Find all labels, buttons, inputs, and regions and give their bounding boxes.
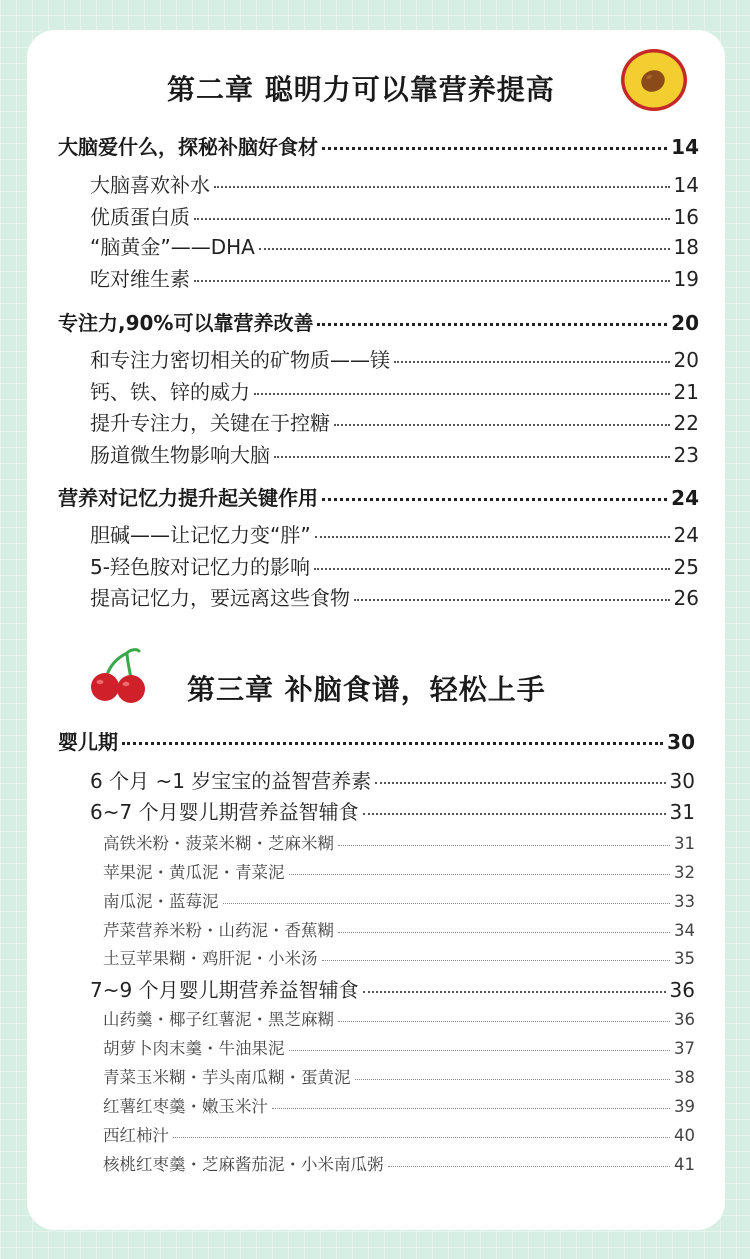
chapter3-title: 第三章 补脑食谱，轻松上手 (187, 673, 546, 706)
dot-leader (363, 813, 666, 815)
toc-subitem[interactable] (103, 1006, 695, 1030)
subitem-page: 31 (674, 834, 695, 853)
item-title: “脑黄金”——DHA (90, 235, 255, 259)
subitem-title: 南瓜泥・蓝莓泥 (103, 892, 219, 911)
section-title: 专注力,90%可以靠营养改善 (58, 311, 314, 335)
dot-leader (338, 1021, 670, 1022)
item-title: 提高记忆力，要远离这些食物 (90, 586, 350, 610)
item-title: 7~9 个月婴儿期营养益智辅食 (90, 978, 359, 1002)
dot-leader (223, 903, 671, 904)
toc-subitem[interactable] (103, 1035, 695, 1059)
subitem-page: 35 (674, 949, 695, 968)
toc-item[interactable] (90, 551, 699, 580)
item-page: 22 (673, 411, 699, 435)
item-title: 提升专注力，关键在于控糖 (90, 411, 330, 435)
toc-item[interactable] (90, 263, 699, 292)
item-title: 和专注力密切相关的矿物质——镁 (90, 348, 390, 372)
dot-leader (338, 932, 670, 933)
cherries-icon (87, 645, 151, 705)
toc-item[interactable] (90, 231, 699, 260)
toc-subitem[interactable] (103, 830, 695, 854)
toc-item[interactable] (90, 765, 695, 794)
subitem-title: 土豆苹果糊・鸡肝泥・小米汤 (103, 949, 318, 968)
item-page: 25 (673, 555, 699, 579)
toc-item[interactable] (90, 376, 699, 405)
item-page: 20 (673, 348, 699, 372)
toc-subitem[interactable] (103, 1093, 695, 1117)
section-page: 24 (671, 486, 699, 510)
toc-section[interactable] (58, 307, 699, 336)
section-page: 14 (671, 135, 699, 159)
toc-item[interactable] (90, 519, 699, 548)
dot-leader (289, 874, 671, 875)
item-page: 36 (669, 978, 695, 1002)
item-title: 大脑喜欢补水 (90, 173, 210, 197)
dot-leader (322, 147, 667, 150)
toc-item[interactable] (90, 582, 699, 611)
item-title: 6 个月 ~1 岁宝宝的益智营养素 (90, 769, 372, 793)
toc-subitem[interactable] (103, 1151, 695, 1175)
item-title: 肠道微生物影响大脑 (90, 443, 270, 467)
subitem-title: 苹果泥・黄瓜泥・青菜泥 (103, 863, 285, 882)
dot-leader (272, 1108, 670, 1109)
dot-leader (314, 568, 670, 570)
toc-subitem[interactable] (103, 1064, 695, 1088)
item-page: 26 (673, 586, 699, 610)
peach-half-icon (619, 44, 689, 114)
toc-subitem[interactable] (103, 888, 695, 912)
subitem-title: 西红柿汁 (103, 1126, 169, 1145)
toc-item[interactable] (90, 169, 699, 198)
item-page: 23 (673, 443, 699, 467)
toc-subitem[interactable] (103, 917, 695, 941)
dot-leader (194, 218, 670, 220)
subitem-page: 40 (674, 1126, 695, 1145)
dot-leader (363, 991, 666, 993)
subitem-title: 胡萝卜肉末羹・牛油果泥 (103, 1039, 285, 1058)
subitem-page: 41 (674, 1155, 695, 1174)
dot-leader (122, 742, 663, 745)
subitem-title: 山药羹・椰子红薯泥・黑芝麻糊 (103, 1010, 334, 1029)
toc-item[interactable] (90, 407, 699, 436)
toc-section[interactable] (58, 726, 695, 755)
section-page: 30 (667, 730, 695, 754)
toc-subitem[interactable] (103, 1122, 695, 1146)
toc-section[interactable] (58, 482, 699, 511)
toc-item[interactable] (90, 201, 699, 230)
subitem-title: 核桃红枣羹・芝麻酱茄泥・小米南瓜粥 (103, 1155, 384, 1174)
subitem-page: 33 (674, 892, 695, 911)
dot-leader (254, 393, 670, 395)
item-page: 21 (673, 380, 699, 404)
toc-item[interactable] (90, 439, 699, 468)
toc-subitem[interactable] (103, 859, 695, 883)
item-page: 18 (673, 235, 699, 259)
dot-leader (338, 845, 670, 846)
chapter2-title: 第二章 聪明力可以靠营养提高 (167, 73, 555, 106)
subitem-title: 芹菜营养米粉・山药泥・香蕉糊 (103, 921, 334, 940)
item-page: 14 (673, 173, 699, 197)
dot-leader (388, 1166, 671, 1167)
dot-leader (173, 1137, 670, 1138)
dot-leader (194, 280, 670, 282)
dot-leader (214, 186, 670, 188)
toc-item[interactable] (90, 796, 695, 825)
dot-leader (375, 782, 665, 784)
toc-section[interactable] (58, 131, 699, 160)
item-page: 19 (673, 267, 699, 291)
item-page: 30 (669, 769, 695, 793)
toc-item[interactable] (90, 974, 695, 1003)
section-title: 大脑爱什么，探秘补脑好食材 (58, 135, 318, 159)
dot-leader (354, 599, 670, 601)
item-page: 16 (673, 205, 699, 229)
item-title: 吃对维生素 (90, 267, 190, 291)
section-title: 营养对记忆力提升起关键作用 (58, 486, 318, 510)
dot-leader (322, 498, 667, 501)
dot-leader (355, 1079, 671, 1080)
section-title: 婴儿期 (58, 730, 118, 754)
dot-leader (289, 1050, 671, 1051)
item-page: 31 (669, 800, 695, 824)
item-title: 6~7 个月婴儿期营养益智辅食 (90, 800, 359, 824)
item-title: 5-羟色胺对记忆力的影响 (90, 555, 310, 579)
subitem-title: 高铁米粉・菠菜米糊・芝麻米糊 (103, 834, 334, 853)
item-page: 24 (673, 523, 699, 547)
dot-leader (334, 424, 670, 426)
subitem-title: 红薯红枣羹・嫩玉米汁 (103, 1097, 268, 1116)
subitem-page: 32 (674, 863, 695, 882)
dot-leader (394, 361, 670, 363)
toc-subitem[interactable] (103, 945, 695, 969)
subitem-page: 38 (674, 1068, 695, 1087)
subitem-title: 青菜玉米糊・芋头南瓜糊・蛋黄泥 (103, 1068, 351, 1087)
toc-card (27, 30, 725, 1230)
item-title: 优质蛋白质 (90, 205, 190, 229)
toc-item[interactable] (90, 344, 699, 373)
subitem-page: 34 (674, 921, 695, 940)
dot-leader (322, 960, 671, 961)
subitem-page: 36 (674, 1010, 695, 1029)
section-page: 20 (671, 311, 699, 335)
subitem-page: 39 (674, 1097, 695, 1116)
dot-leader (315, 536, 670, 538)
dot-leader (317, 323, 667, 326)
item-title: 胆碱——让记忆力变“胖” (90, 523, 311, 547)
item-title: 钙、铁、锌的威力 (90, 380, 250, 404)
dot-leader (259, 248, 670, 250)
dot-leader (274, 456, 670, 458)
subitem-page: 37 (674, 1039, 695, 1058)
